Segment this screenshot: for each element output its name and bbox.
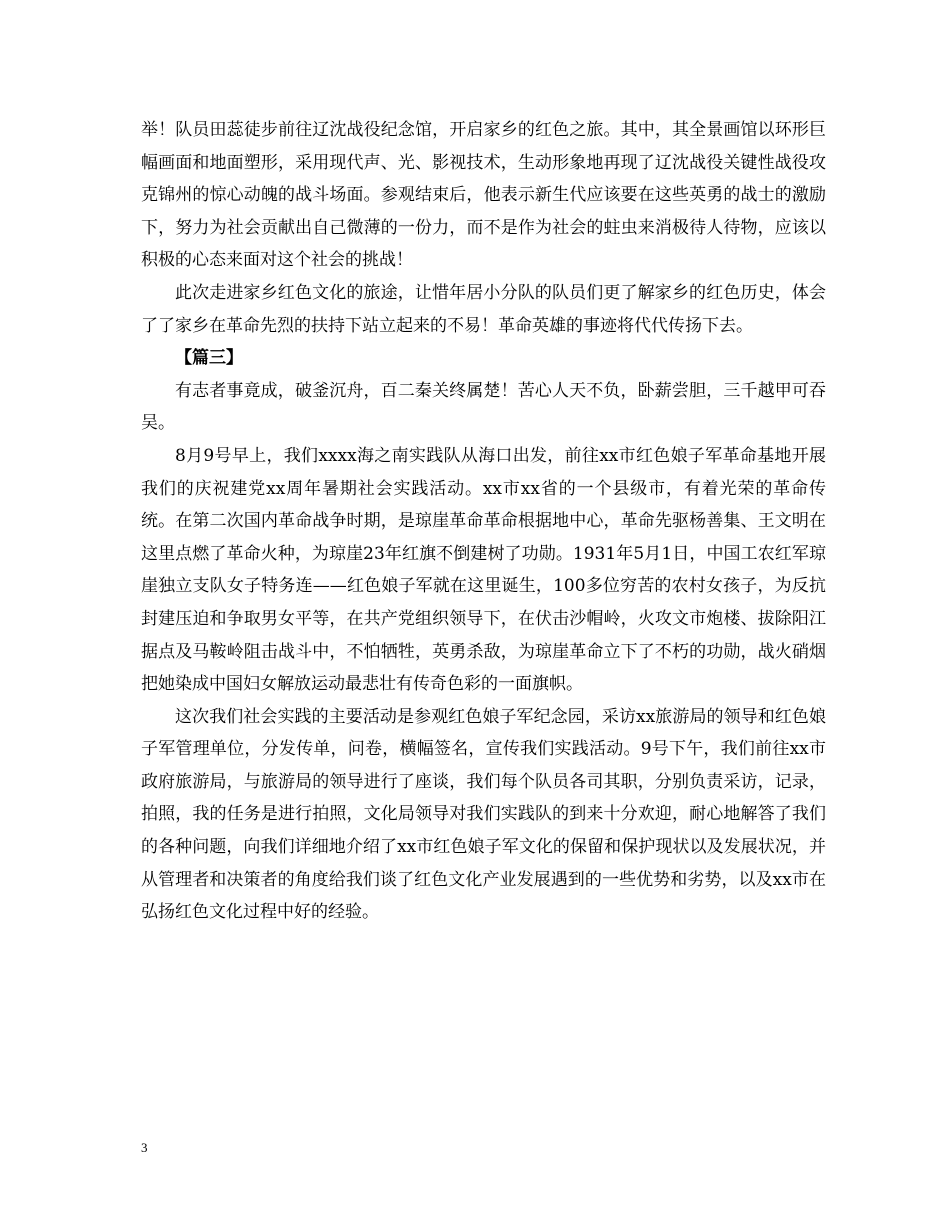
paragraph-continuation: 举！队员田蕊徒步前往辽沈战役纪念馆，开启家乡的红色之旅。其中，其全景画馆以环形巨幅画面和地面塑形，采用现代声、光、影视技术，生动形象地再现了辽沈战役关键性战役攻克锦州的惊心动魄的战斗场面。参观结束后，他表示新生代应该要在这些英勇的战士的激励下，努力为社会贡献出自己微薄的一份力，而不是作为社会的蛀虫来消极待人待物，应该以积极的心态来面对这个社会的挑战！: [141, 120, 826, 271]
paragraph-practice-trip: 8月9号早上，我们xxxx海之南实践队从海口出发，前往xx市红色娘子军革命基地开展我们的庆祝建党xx周年暑期社会实践活动。xx市xx省的一个县级市，有着光荣的革命传统。在第二次国内革命战争时期，是琼崖革命革命根据地中心，革命先驱杨善集、王文明在这里点燃了革命火种，为琼崖23年红旗不倒建树了功勋。1931年5月1日，中国工农红军琼崖独立支队女子特务连——红色娘子军就在这里诞生，100多位穷苦的农村女孩子，为反抗封建压迫和争取男女平等，在共产党组织领导下，在伏击沙帽岭，火攻文市炮楼、拔除阳江据点及马鞍岭阻击战斗中，不怕牺牲，英勇杀敌，为琼崖革命立下了不朽的功勋，战火硝烟把她染成中国妇女解放运动最悲壮有传奇色彩的一面旗帜。: [141, 445, 826, 695]
document-body: [141, 114, 826, 929]
paragraph-motto: 有志者事竟成，破釜沉舟，百二秦关终属楚！苦心人天不负，卧薪尝胆，三千越甲可吞吴。: [141, 380, 826, 434]
paragraph-summary: 此次走进家乡红色文化的旅途，让惜年居小分队的队员们更了解家乡的红色历史，体会了了家乡在革命先烈的扶持下站立起来的不易！革命英雄的事迹将代代传扬下去。: [141, 282, 826, 336]
page-number: 3: [141, 1140, 148, 1155]
paragraph-practice-activities: 这次我们社会实践的主要活动是参观红色娘子军纪念园，采访xx旅游局的领导和红色娘子军管理单位，分发传单，问卷，横幅签名，宣传我们实践活动。9号下午，我们前往xx市政府旅游局，与旅游局的领导进行了座谈，我们每个队员各司其职，分别负责采访，记录，拍照，我的任务是进行拍照，文化局领导对我们实践队的到来十分欢迎，耐心地解答了我们的各种问题，向我们详细地介绍了xx市红色娘子军文化的保留和保护现状以及发展状况，并从管理者和决策者的角度给我们谈了红色文化产业发展遇到的一些优势和劣势，以及xx市在弘扬红色文化过程中好的经验。: [141, 706, 826, 923]
section-heading: 【篇三】: [175, 348, 243, 369]
